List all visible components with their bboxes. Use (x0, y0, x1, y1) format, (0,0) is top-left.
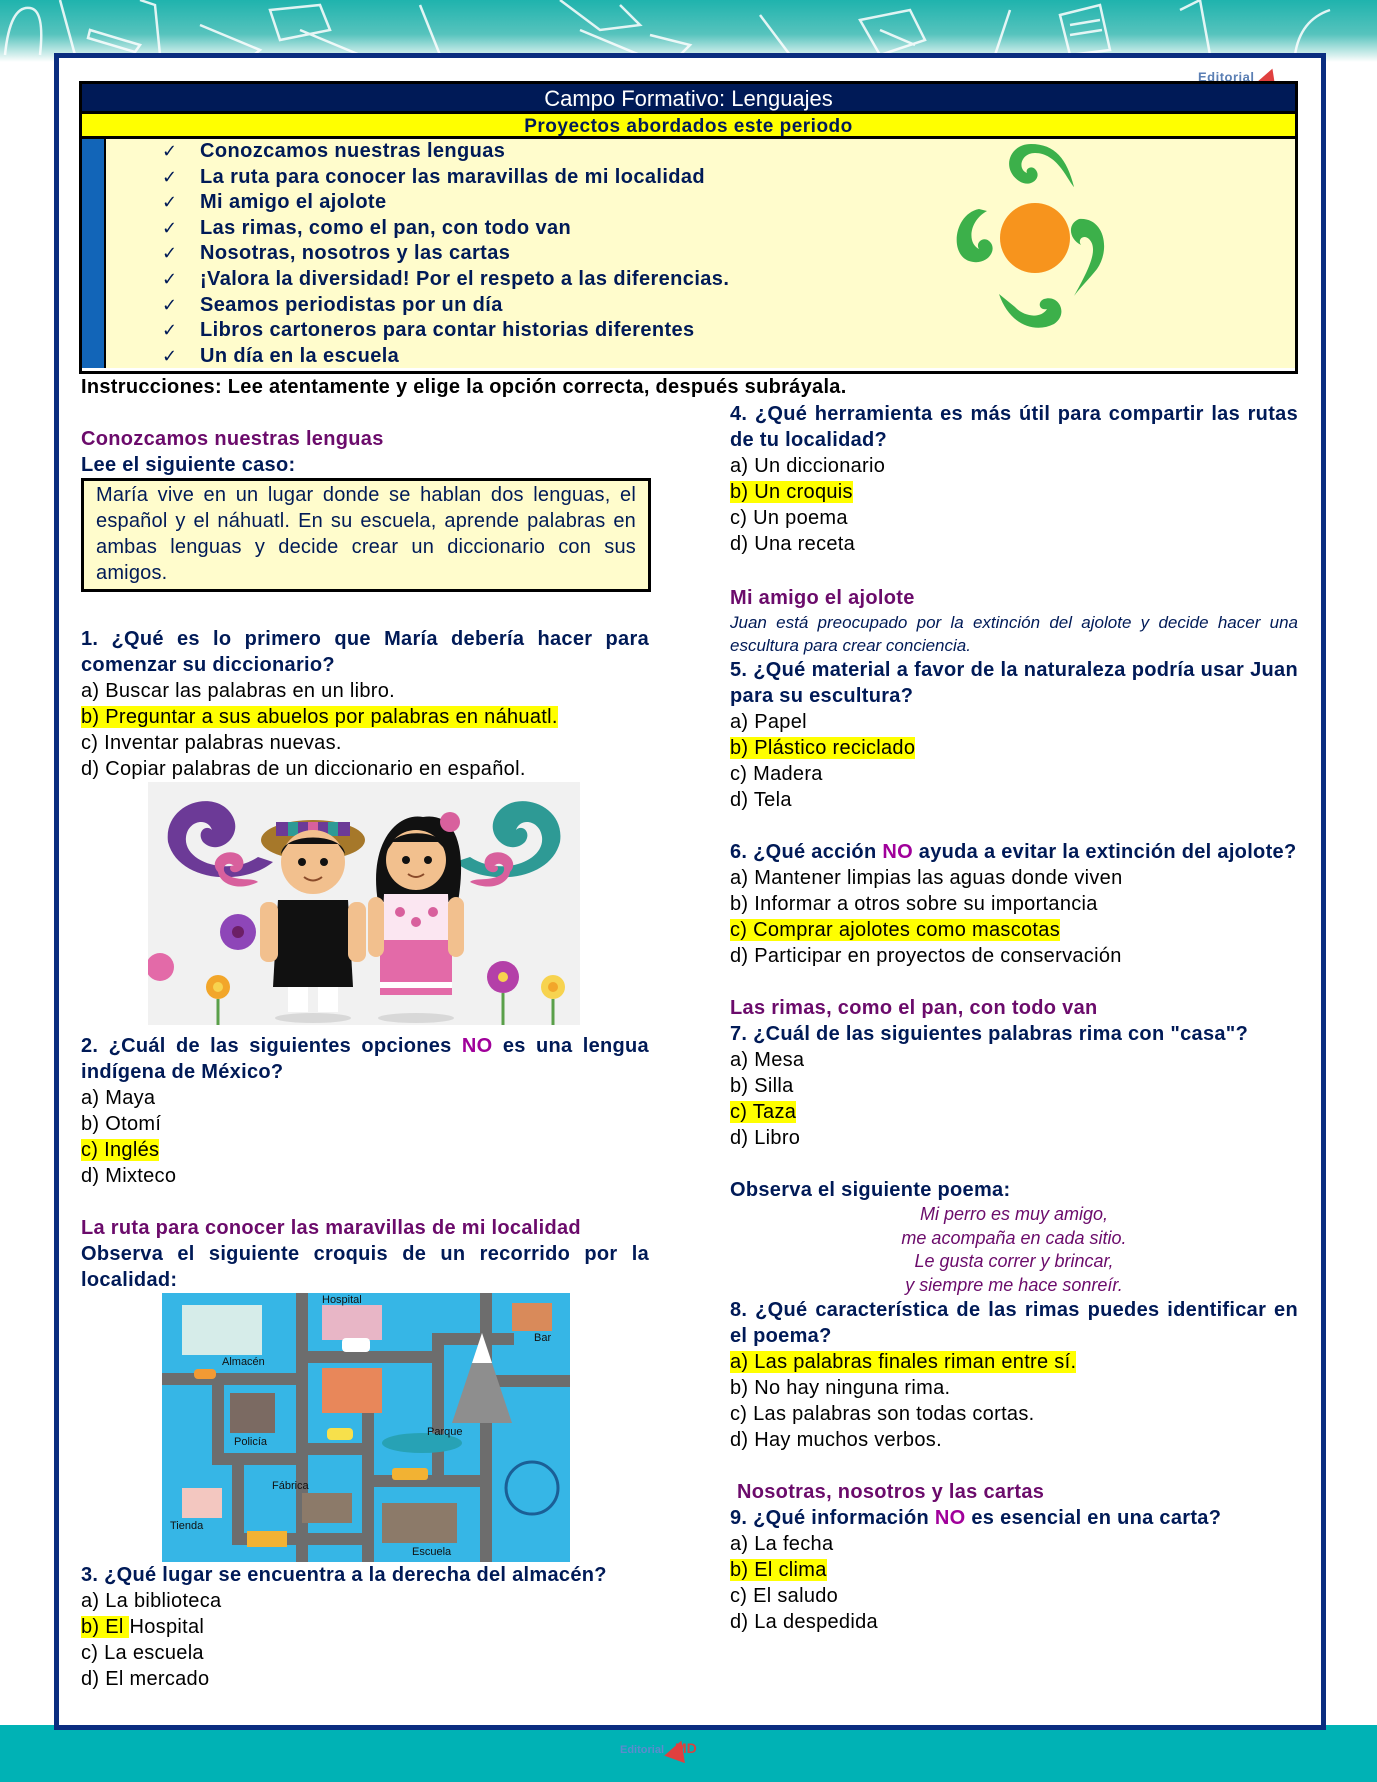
option-7c-correct[interactable]: c) Taza (730, 1101, 797, 1123)
project-label: Mi amigo el ajolote (200, 191, 387, 214)
poem-lead: Observa el siguiente poema: (730, 1179, 1011, 1201)
option-3c[interactable]: c) La escuela (81, 1642, 204, 1664)
project-label: La ruta para conocer las maravillas de mi localidad (200, 165, 706, 188)
option-4a[interactable]: a) Un diccionario (730, 455, 886, 477)
project-item (162, 216, 729, 242)
option-3a[interactable]: a) La biblioteca (81, 1590, 222, 1612)
svg-text:Parque: Parque (427, 1426, 463, 1438)
svg-text:Bar: Bar (534, 1332, 552, 1344)
question-5-options (730, 709, 1298, 813)
question-1-options (81, 678, 649, 782)
question-2-options (81, 1085, 649, 1189)
project-label: Un día en la escuela (200, 344, 400, 367)
publisher-logo-bottom (620, 1740, 697, 1760)
option-9a[interactable]: a) La fecha (730, 1533, 834, 1555)
check-icon: ✓ (162, 320, 178, 341)
publisher-mark-text: MD (675, 1740, 697, 1756)
project-label: Conozcamos nuestras lenguas (200, 140, 506, 162)
check-icon: ✓ (162, 192, 178, 213)
project-item (162, 267, 729, 293)
option-5b-correct[interactable]: b) Plástico reciclado (730, 737, 916, 759)
option-4b-correct[interactable]: b) Un croquis (730, 481, 853, 503)
question-1: 1. ¿Qué es lo primero que María debería hacer para comenzar su diccionario? (81, 628, 649, 676)
option-8c[interactable]: c) Las palabras son todas cortas. (730, 1403, 1035, 1425)
project-label: Seamos periodistas por un día (200, 293, 503, 316)
town-map-icon (162, 1293, 570, 1562)
project-label: Las rimas, como el pan, con todo van (200, 216, 572, 239)
project-item (162, 190, 729, 216)
question-7: 7. ¿Cuál de las siguientes palabras rima con "casa"? (730, 1023, 1249, 1045)
option-8d[interactable]: d) Hay muchos verbos. (730, 1429, 942, 1451)
option-4c[interactable]: c) Un poema (730, 507, 848, 529)
publisher-name: Editorial (1198, 69, 1255, 85)
question-3: 3. ¿Qué lugar se encuentra a la derecha del almacén? (81, 1564, 607, 1586)
right-column (730, 401, 1298, 1635)
option-8a-correct[interactable]: a) Las palabras finales riman entre sí. (730, 1351, 1077, 1373)
option-2d[interactable]: d) Mixteco (81, 1165, 177, 1187)
question-8-options (730, 1349, 1298, 1453)
option-6b[interactable]: b) Informar a otros sobre su importancia (730, 893, 1098, 915)
question-6-options (730, 865, 1298, 969)
project-item (162, 318, 729, 344)
indigenous-children-icon (148, 782, 580, 1025)
project-item (162, 139, 729, 165)
svg-text:Policía: Policía (234, 1436, 268, 1448)
ajolote-context: Juan está preocupado por la extinción del ajolote y decide hacer una escultura para crear conciencia. (730, 613, 1298, 655)
option-9b-correct[interactable]: b) El clima (730, 1559, 827, 1581)
option-1a[interactable]: a) Buscar las palabras en un libro. (81, 680, 395, 702)
option-2a[interactable]: a) Maya (81, 1087, 156, 1109)
left-column (81, 426, 649, 1692)
question-4-options (730, 453, 1298, 557)
option-9c[interactable]: c) El saludo (730, 1585, 839, 1607)
check-icon: ✓ (162, 217, 178, 238)
kids-illustration (148, 782, 580, 1025)
svg-text:Tienda: Tienda (170, 1520, 204, 1532)
project-label: Libros cartoneros para contar historias diferentes (200, 319, 695, 342)
section-title-ajolote: Mi amigo el ajolote (730, 587, 915, 609)
project-label: ¡Valora la diversidad! Por el respeto a las diferencias. (200, 267, 730, 290)
check-icon: ✓ (162, 345, 178, 366)
option-4d[interactable]: d) Una receta (730, 533, 856, 555)
page-subtitle: Proyectos abordados este periodo (82, 114, 1295, 139)
option-1b-correct[interactable]: b) Preguntar a sus abuelos por palabras en náhuatl. (81, 706, 558, 728)
project-item (162, 165, 729, 191)
section-title-cartas: Nosotras, nosotros y las cartas (737, 1481, 1045, 1503)
instructions: Instrucciones: Lee atentamente y elige la opción correcta, después subráyala. (81, 376, 847, 398)
poem-line: me acompaña en cada sitio. (901, 1227, 1127, 1248)
option-8b[interactable]: b) No hay ninguna rima. (730, 1377, 951, 1399)
no-emphasis: NO (882, 841, 913, 863)
option-9d[interactable]: d) La despedida (730, 1611, 878, 1633)
check-icon: ✓ (162, 294, 178, 315)
question-9: 9. ¿Qué información NO es esencial en una carta? (730, 1507, 1222, 1529)
page-title: Campo Formativo: Lenguajes (82, 84, 1295, 114)
project-item (162, 293, 729, 319)
option-6a[interactable]: a) Mantener limpias las aguas donde viven (730, 867, 1123, 889)
svg-text:Hospital: Hospital (322, 1294, 362, 1306)
option-5d[interactable]: d) Tela (730, 789, 792, 811)
no-emphasis: NO (461, 1035, 493, 1057)
section-title-ruta: La ruta para conocer las maravillas de mi localidad (81, 1217, 581, 1239)
case-lead: Lee el siguiente caso: (81, 454, 296, 476)
section-title-lenguas: Conozcamos nuestras lenguas (81, 428, 384, 450)
header-table (79, 81, 1298, 374)
question-6: 6. ¿Qué acción NO ayuda a evitar la extinción del ajolote? (730, 841, 1297, 863)
svg-text:Escuela: Escuela (412, 1546, 452, 1558)
option-7a[interactable]: a) Mesa (730, 1049, 805, 1071)
case-box: María vive en un lugar donde se hablan dos lenguas, el español y el náhuatl. En su escuela, aprende palabras en ambas lenguas y decide crear un diccionario con sus amigos. (81, 478, 651, 592)
project-item (162, 344, 729, 370)
publisher-name: Editorial (620, 1744, 665, 1756)
option-6c-correct[interactable]: c) Comprar ajolotes como mascotas (730, 919, 1061, 941)
poem-line: Mi perro es muy amigo, (919, 1204, 1109, 1224)
project-label: Nosotras, nosotros y las cartas (200, 242, 511, 265)
option-7b[interactable]: b) Silla (730, 1075, 794, 1097)
poem-line: y siempre me hace sonreír. (905, 1274, 1123, 1295)
svg-text:Almacén: Almacén (222, 1356, 265, 1368)
option-1c[interactable]: c) Inventar palabras nuevas. (81, 732, 342, 754)
project-item (162, 241, 729, 267)
check-icon: ✓ (162, 141, 178, 161)
question-7-options (730, 1047, 1298, 1151)
option-6d[interactable]: d) Participar en proyectos de conservación (730, 945, 1122, 967)
option-2b[interactable]: b) Otomí (81, 1113, 162, 1135)
svg-text:Fábrica: Fábrica (272, 1480, 309, 1492)
question-2: 2. ¿Cuál de las siguientes opciones NO es una lengua indígena de México? (81, 1035, 649, 1083)
option-3b-correct[interactable]: b) El Hospital (81, 1616, 205, 1638)
question-3-options (81, 1588, 649, 1692)
option-1d[interactable]: d) Copiar palabras de un diccionario en español. (81, 758, 526, 780)
poem (730, 1203, 1298, 1297)
map-illustration (162, 1293, 570, 1562)
option-7d[interactable]: d) Libro (730, 1127, 801, 1149)
projects-area (82, 139, 1295, 368)
question-5: 5. ¿Qué material a favor de la naturaleza podría usar Juan para su escultura? (730, 659, 1298, 707)
option-5a[interactable]: a) Papel (730, 711, 807, 733)
check-icon: ✓ (162, 268, 178, 289)
question-4: 4. ¿Qué herramienta es más útil para compartir las rutas de tu localidad? (730, 403, 1298, 451)
question-8: 8. ¿Qué característica de las rimas puedes identificar en el poema? (730, 1299, 1298, 1347)
option-3d[interactable]: d) El mercado (81, 1668, 210, 1690)
check-icon: ✓ (162, 166, 178, 187)
lenguajes-emblem-icon (939, 139, 1159, 359)
section-title-rimas: Las rimas, como el pan, con todo van (730, 997, 1098, 1019)
map-lead: Observa el siguiente croquis de un recorrido por la localidad: (81, 1243, 649, 1291)
projects-stripe (82, 139, 106, 368)
option-5c[interactable]: c) Madera (730, 763, 823, 785)
question-9-options (730, 1531, 1298, 1635)
option-2c-correct[interactable]: c) Inglés (81, 1139, 160, 1161)
poem-line: Le gusta correr y brincar, (914, 1251, 1114, 1271)
projects-list (162, 139, 729, 369)
check-icon: ✓ (162, 243, 178, 264)
no-emphasis: NO (934, 1507, 966, 1529)
